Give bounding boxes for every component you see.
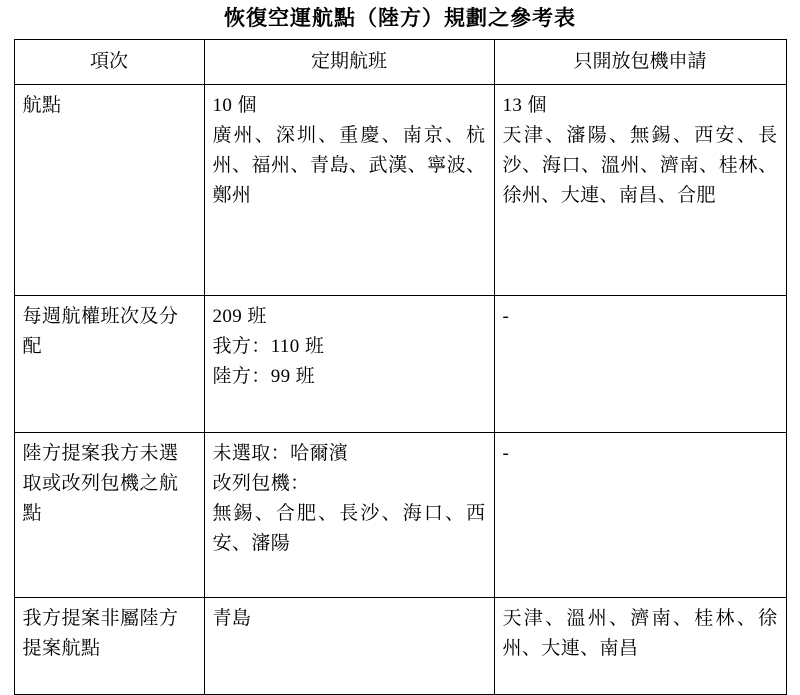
column-header-charter-only: 只開放包機申請 bbox=[494, 40, 786, 85]
airports-regular-cell bbox=[204, 85, 494, 296]
table-row bbox=[14, 296, 786, 433]
reference-table bbox=[14, 39, 787, 695]
table-row bbox=[14, 598, 786, 695]
airports-charter-list: 天津、瀋陽、無錫、西安、長沙、海口、溫州、濟南、桂林、徐州、大連、南昌、合肥 bbox=[502, 125, 778, 207]
weekly-ours: 我方：110 班 bbox=[212, 336, 325, 358]
table-header-row bbox=[14, 40, 786, 85]
weekly-theirs: 陸方：99 班 bbox=[212, 366, 316, 388]
airports-regular-list: 廣州、深圳、重慶、南京、杭州、福州、青島、武漢、寧波、鄭州 bbox=[212, 125, 486, 207]
unselected-regular-cell bbox=[204, 433, 494, 598]
our-proposal-charter-cell: 天津、溫州、濟南、桂林、徐州、大連、南昌 bbox=[494, 598, 786, 695]
weekly-frequency-charter-cell bbox=[494, 296, 786, 433]
converted-list: 無錫、合肥、長沙、海口、西安、瀋陽 bbox=[212, 503, 486, 555]
weekly-frequency-regular-cell bbox=[204, 296, 494, 433]
airports-charter-cell bbox=[494, 85, 786, 296]
row-label-unselected-or-converted: 陸方提案我方未選取或改列包機之航點 bbox=[14, 433, 204, 598]
row-label-airports: 航點 bbox=[14, 85, 204, 296]
our-proposal-regular-cell: 青島 bbox=[204, 598, 494, 695]
airports-charter-count: 13 個 bbox=[502, 95, 547, 117]
unselected-charter-cell bbox=[494, 433, 786, 598]
weekly-charter-value: - bbox=[502, 306, 510, 328]
column-header-regular-flights: 定期航班 bbox=[204, 40, 494, 85]
weekly-total: 209 班 bbox=[212, 306, 267, 328]
unselected-value: 未選取：哈爾濱 bbox=[212, 443, 349, 465]
converted-label: 改列包機： bbox=[212, 473, 310, 495]
page-title: 恢復空運航點（陸方）規劃之參考表 bbox=[224, 6, 576, 30]
column-header-item: 項次 bbox=[14, 40, 204, 85]
unselected-charter-value: - bbox=[502, 443, 510, 465]
airports-regular-count: 10 個 bbox=[212, 95, 257, 117]
row-label-our-proposal-only: 我方提案非屬陸方提案航點 bbox=[14, 598, 204, 695]
table-row bbox=[14, 433, 786, 598]
table-row bbox=[14, 85, 786, 296]
row-label-weekly-frequency: 每週航權班次及分配 bbox=[14, 296, 204, 433]
